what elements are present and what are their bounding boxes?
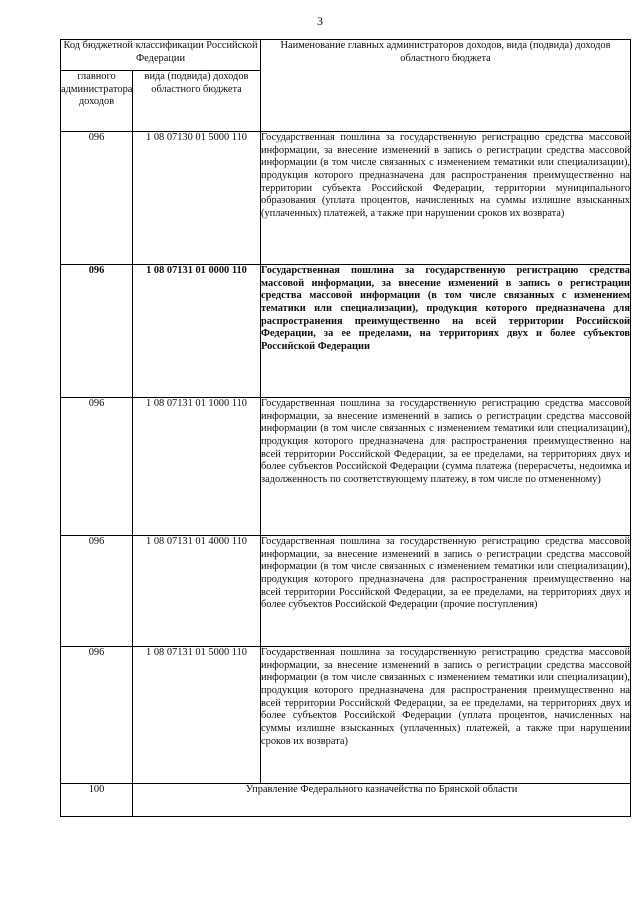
revenue-name-cell: Государственная пошлина за государственную регистрацию средства массовой информации, за внесение изменений в запись о регистрации средства массовой информации (в том числе связанных с изменением тематики или специализации), продукция которого предназначена для распространения преимущественно на всей территории Российской Федерации, за ее пределами, на территориях двух и более субъектов Российской Федерации	[261, 265, 631, 398]
revenue-name-cell: Государственная пошлина за государственную регистрацию средства массовой информации, за внесение изменений в запись о регистрации средства массовой информации (в том числе связанных с изменением тематики или специализации), продукция которого предназначена для распространения преимущественно на всей территории Российской Федерации, за ее пределами, на территориях двух и более субъектов Российской Федерации (сумма платежа (перерасчеты, недоимка и задолженность по соответствующему платежу, в том числе по отмененному)	[261, 398, 631, 536]
revenue-code-cell: 1 08 07131 01 4000 110	[133, 536, 261, 647]
revenue-code-cell: 1 08 07130 01 5000 110	[133, 132, 261, 265]
revenue-name-cell: Государственная пошлина за государственную регистрацию средства массовой информации, за внесение изменений в запись о регистрации средства массовой информации (в том числе связанных с изменением тематики или специализации), продукция которого предназначена для распространения преимущественно на всей территории Российской Федерации, за ее пределами, на территориях двух и более субъектов Российской Федерации (прочие поступления)	[261, 536, 631, 647]
admin-code-cell: 096	[61, 398, 133, 536]
admin-code-cell: 096	[61, 647, 133, 784]
admin-code-cell: 096	[61, 265, 133, 398]
table-header-row	[61, 40, 631, 71]
header-revenue-type: вида (подвида) доходов областного бюджета	[133, 71, 261, 132]
revenue-name-cell: Государственная пошлина за государственную регистрацию средства массовой информации, за внесение изменений в запись о регистрации средства массовой информации (в том числе связанных с изменением тематики или специализации), продукция которого предназначена для распространения преимущественно на территории субъекта Российской Федерации, территории муниципального образования (уплата процентов, начисленных на суммы излишне взысканных (уплаченных) платежей, а также при нарушении сроков их возврата)	[261, 132, 631, 265]
revenue-code-cell: 1 08 07131 01 0000 110	[133, 265, 261, 398]
header-main-administrator: главного администратора доходов	[61, 71, 133, 132]
administrator-title-cell: Управление Федерального казначейства по Брянской области	[133, 784, 631, 817]
admin-code-cell: 096	[61, 132, 133, 265]
table-row-final	[61, 784, 631, 817]
header-administrator-name: Наименование главных администраторов доходов, вида (подвида) доходов областного бюджета	[261, 40, 631, 132]
header-budget-classification: Код бюджетной классификации Российской Федерации	[61, 40, 261, 71]
admin-code-cell: 100	[61, 784, 133, 817]
table-row	[61, 536, 631, 647]
table-row	[61, 265, 631, 398]
revenue-code-cell: 1 08 07131 01 1000 110	[133, 398, 261, 536]
revenue-code-cell: 1 08 07131 01 5000 110	[133, 647, 261, 784]
revenue-name-cell: Государственная пошлина за государственную регистрацию средства массовой информации, за внесение изменений в запись о регистрации средства массовой информации (в том числе связанных с изменением тематики или специализации), продукция которого предназначена для распространения преимущественно на всей территории Российской Федерации, за ее пределами, на территориях двух и более субъектов Российской Федерации (уплата процентов, начисленных на суммы излишне взысканных (уплаченных) платежей, а также при нарушении сроков их возврата)	[261, 647, 631, 784]
page-number: 3	[317, 14, 323, 28]
table-row	[61, 132, 631, 265]
table-row	[61, 647, 631, 784]
table-row	[61, 398, 631, 536]
admin-code-cell: 096	[61, 536, 133, 647]
budget-classification-table	[60, 39, 631, 817]
